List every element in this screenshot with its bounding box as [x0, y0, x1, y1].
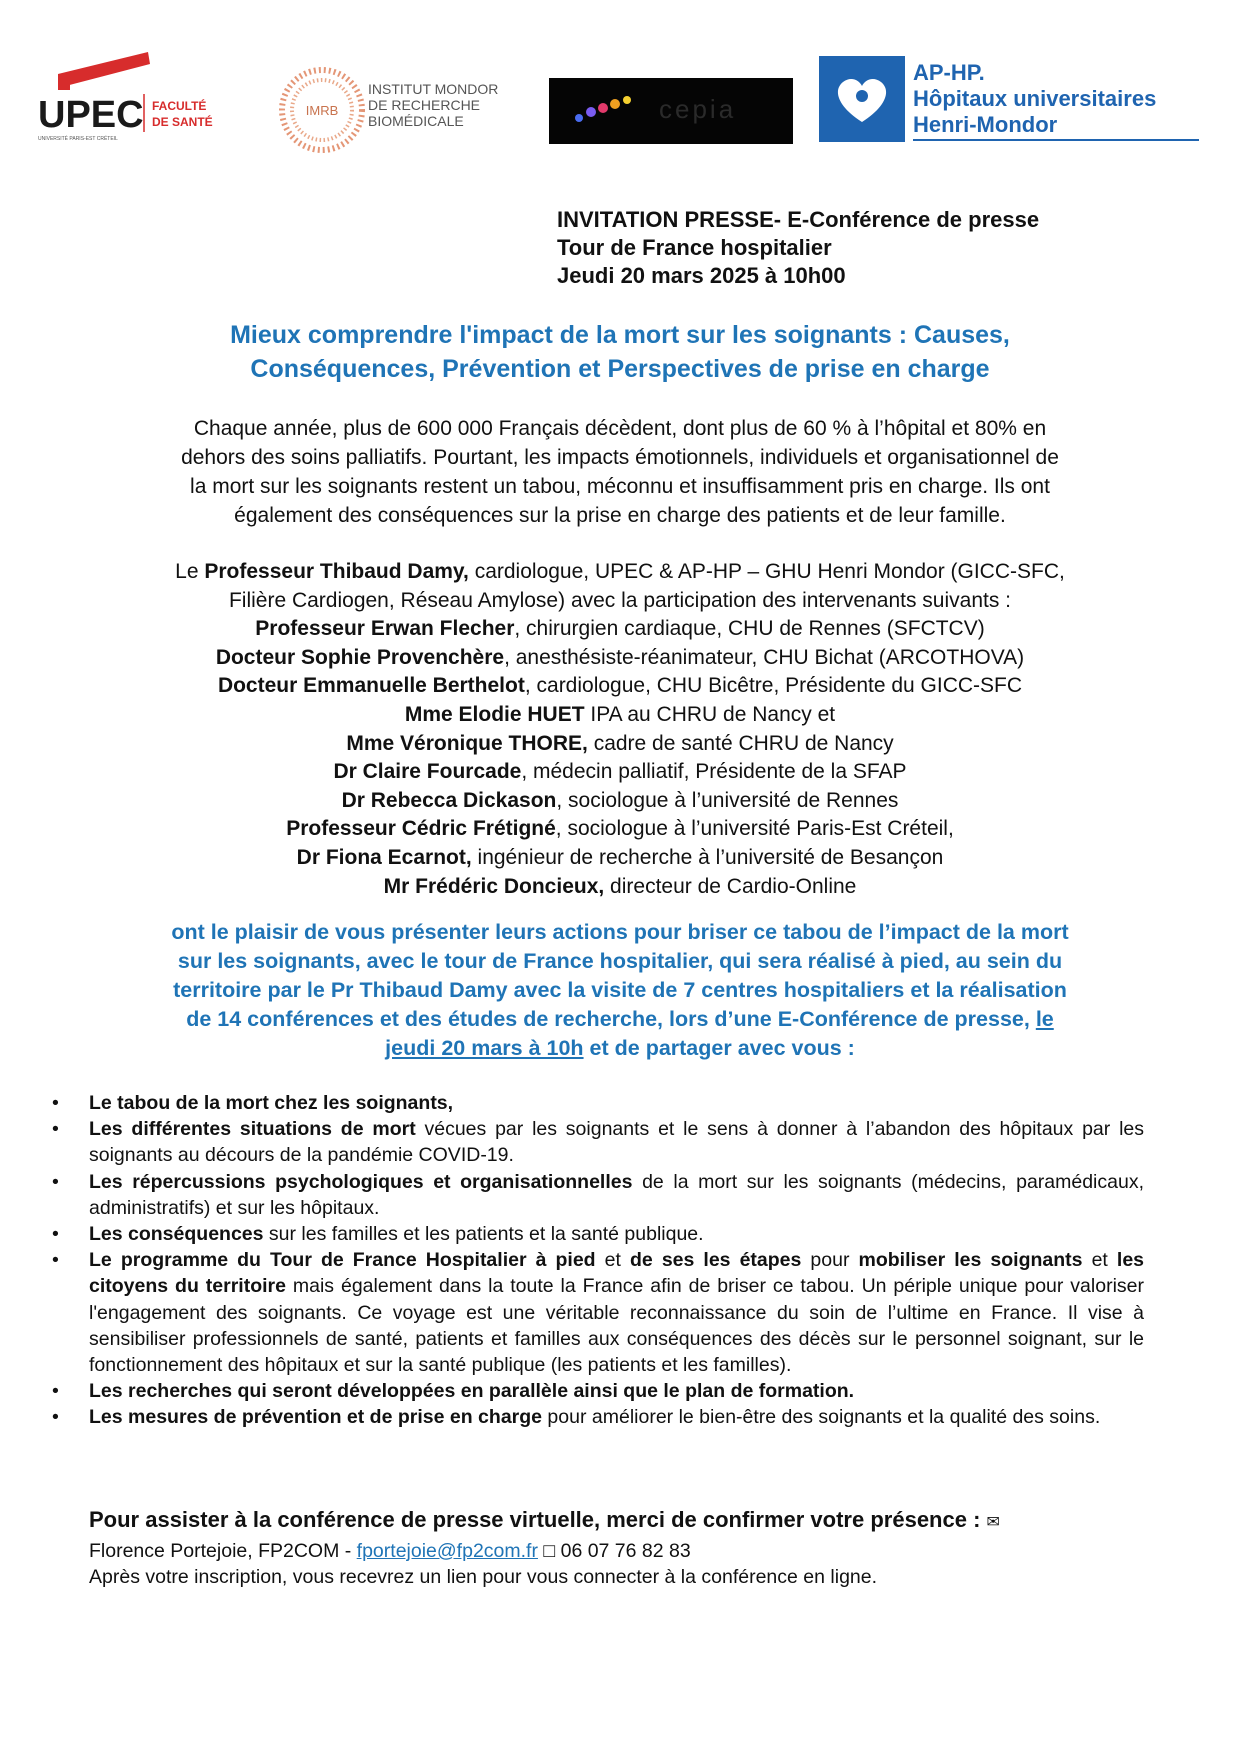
topic-text: mais également dans la toute la France afin de briser ce tabou. Un périple unique pour valoriser l'engagement des soignants. Ce voyage est une véritable reconnaissance du soin de l’ultime en France. Il vise à sensibiliser professionnels de santé, patients et familles aux conséquences des décès sur le personnel soignant, sur le fonctionnement des hôpitaux et sur la santé publique (les patients et les familles). [89, 1275, 1144, 1377]
topic-text: vécues par les soignants et le sens à donner à l’abandon des hôpitaux par les soignants au décours de la pandémie COVID-19. [89, 1118, 1144, 1167]
topics-list [52, 1090, 1144, 1431]
topic-bold: Les répercussions psychologiques et organisationnelles [89, 1170, 633, 1193]
topic-text: de la mort sur les soignants (médecins, paramédicaux, administratifs) et sur les hôpitaux. [89, 1170, 1144, 1219]
speaker-name: Docteur Emmanuelle Berthelot [217, 674, 525, 698]
list-item [52, 1378, 1144, 1404]
bullet-icon: • [52, 1170, 59, 1193]
speaker-name: Dr Rebecca Dickason [341, 788, 557, 812]
phone-icon: □ [543, 1540, 556, 1562]
speaker-role: , sociologue à l’université Paris-Est Créteil, [555, 817, 954, 841]
title-line-2: Conséquences, Prévention et Perspectives de prise en charge [250, 355, 990, 383]
speaker-name: Mme Elodie HUET [404, 702, 585, 726]
speaker-item [50, 815, 1190, 844]
imrb-badge: IMRB [305, 103, 339, 118]
intro-paragraph [90, 414, 1150, 530]
speaker-role: , sociologue à l’université de Rennes [556, 788, 899, 812]
lead-prefix: Le [175, 560, 205, 583]
cepia-dot-yellow [623, 96, 631, 104]
cepia-wordmark: cepia [659, 94, 737, 124]
bullet-icon: • [52, 1249, 59, 1272]
speaker-role: ingénieur de recherche à l’université de Besançon [471, 845, 944, 869]
header-line-2: Tour de France hospitalier [557, 235, 832, 260]
list-item [52, 1221, 1144, 1247]
topic-text: et [1082, 1249, 1117, 1272]
speaker-item [50, 615, 1190, 644]
highlight-paragraph [85, 918, 1155, 1063]
title-line-1: Mieux comprendre l'impact de la mort sur les soignants : Causes, [230, 321, 1010, 349]
speaker-name: Mme Véronique THORE, [346, 731, 588, 755]
aphp-line1: AP-HP. [913, 60, 985, 85]
highlight-line: sur les soignants, avec le tour de France hospitalier, qui sera réalisé à pied, au sein du [177, 949, 1063, 973]
bullet-icon: • [52, 1092, 59, 1114]
upec-line1: FACULTÉ [152, 99, 207, 113]
speaker-role: , médecin palliatif, Présidente de la SFAP [521, 760, 907, 784]
speaker-name: Dr Claire Fourcade [333, 760, 522, 784]
topic-bold: Le programme du Tour de France Hospitalier à pied [89, 1249, 596, 1272]
header-line-1: INVITATION PRESSE- E-Conférence de presse [557, 207, 1040, 232]
cepia-dot-blue [575, 114, 583, 122]
bullet-icon: • [52, 1406, 59, 1429]
cepia-dot-violet [586, 107, 596, 117]
imrb-line1: INSTITUT MONDOR [368, 81, 499, 97]
speaker-item [50, 644, 1190, 673]
speaker-role: IPA au CHRU de Nancy et [584, 702, 836, 726]
lead-speaker-role: cardiologue, UPEC & AP-HP – GHU Henri Mondor (GICC-SFC, [468, 560, 1065, 583]
header-line-3: Jeudi 20 mars 2025 à 10h00 [557, 263, 846, 288]
intro-line: la mort sur les soignants restent un tabou, méconnu et insuffisamment pris en charge. Ils ont [190, 475, 1050, 498]
topic-bold: Les mesures de prévention et de prise en charge [89, 1406, 543, 1429]
upec-logo [38, 52, 238, 147]
topic-bold: les citoyens du territoire [89, 1249, 1145, 1298]
intro-line: Chaque année, plus de 600 000 Français décèdent, dont plus de 60 % à l’hôpital et 80% en [193, 417, 1047, 440]
speaker-item [50, 672, 1190, 701]
topic-bold: de ses les étapes [630, 1249, 802, 1272]
mail-icon: ✉ [986, 1514, 1000, 1531]
press-invitation-header [557, 206, 1039, 290]
cta-line [89, 1505, 1169, 1538]
bullet-icon: • [52, 1118, 59, 1141]
phone-number: 06 07 76 82 83 [560, 1540, 691, 1562]
intro-line: dehors des soins palliatifs. Pourtant, les impacts émotionnels, individuels et organisationnel de [181, 446, 1059, 469]
email-link[interactable]: fportejoie@fp2com.fr [356, 1540, 538, 1562]
speaker-item [50, 787, 1190, 816]
speaker-role: , chirurgien cardiaque, CHU de Rennes (SFCTCV) [514, 617, 985, 641]
speaker-role: , cardiologue, CHU Bicêtre, Présidente du GICC-SFC [524, 674, 1023, 698]
highlight-line [85, 1005, 1155, 1034]
speaker-name: Professeur Cédric Frétigné [286, 817, 556, 841]
registration-footer [89, 1505, 1169, 1590]
list-item [52, 1247, 1144, 1378]
upec-line2: DE SANTÉ [152, 115, 213, 129]
aphp-logo [819, 56, 1204, 142]
upec-wordmark: UPEC [38, 94, 144, 136]
speaker-name: Docteur Sophie Provenchère [215, 645, 505, 669]
list-item [52, 1169, 1144, 1221]
topic-bold: Les conséquences [89, 1223, 264, 1246]
topic-bold: mobiliser les soignants [858, 1249, 1083, 1272]
speaker-item [50, 701, 1190, 730]
topic-text: pour [801, 1249, 859, 1272]
imrb-line2: DE RECHERCHE [368, 97, 481, 113]
speaker-item [50, 758, 1190, 787]
bullet-icon: • [52, 1380, 59, 1403]
highlight-text: et de partager avec vous : [583, 1036, 855, 1060]
cepia-dot-pink [598, 103, 608, 113]
speaker-name: Professeur Erwan Flecher [255, 617, 515, 641]
lead-speaker-line [50, 558, 1190, 587]
speakers-block [50, 558, 1190, 901]
topic-text: sur les familles et les patients et la santé publique. [263, 1223, 704, 1246]
highlight-line [85, 1034, 1155, 1063]
speaker-role: directeur de Cardio-Online [604, 874, 857, 898]
topic-bold: Les recherches qui seront développées en parallèle ainsi que le plan de formation. [89, 1380, 855, 1403]
speaker-role: , anesthésiste-réanimateur, CHU Bichat (ARCOTHOVA) [504, 645, 1025, 669]
contact-name: Florence Portejoie, FP2COM - [89, 1540, 357, 1562]
list-item [52, 1404, 1144, 1430]
topic-bold: Le tabou de la mort chez les soignants, [89, 1092, 454, 1114]
registration-note: Après votre inscription, vous recevrez un lien pour vous connecter à la conférence en ligne. [89, 1566, 878, 1588]
aphp-line3: Henri-Mondor [913, 112, 1058, 137]
imrb-line3: BIOMÉDICALE [368, 113, 464, 129]
cepia-logo [549, 78, 793, 144]
upec-red-banner [58, 52, 150, 88]
lead-speaker-name: Professeur Thibaud Damy, [204, 560, 469, 583]
page-title [90, 318, 1150, 386]
upec-red-tab [58, 74, 70, 90]
speaker-item [50, 873, 1190, 902]
date-link-part-1[interactable]: le [1035, 1007, 1054, 1031]
cepia-dot-orange [610, 99, 620, 109]
speaker-name: Dr Fiona Ecarnot, [296, 845, 472, 869]
aphp-heart-dot [856, 90, 868, 102]
imrb-logo [276, 64, 536, 156]
aphp-line2: Hôpitaux universitaires [913, 86, 1157, 111]
highlight-text: de 14 conférences et des études de recherche, lors d’une E-Conférence de presse, [186, 1007, 1036, 1031]
speaker-item [50, 844, 1190, 873]
topic-bold: Les différentes situations de mort [89, 1118, 416, 1141]
cta-text: Pour assister à la conférence de presse virtuelle, merci de confirmer votre présence : [89, 1507, 981, 1532]
topic-text: et [595, 1249, 630, 1272]
speaker-item [50, 730, 1190, 759]
speaker-role: cadre de santé CHRU de Nancy [587, 731, 894, 755]
list-item [52, 1116, 1144, 1168]
intro-line: également des conséquences sur la prise en charge des patients et de leur famille. [234, 504, 1006, 527]
topic-text: pour améliorer le bien-être des soignants et la qualité des soins. [542, 1406, 1101, 1429]
upec-tagline: UNIVERSITÉ PARIS-EST CRÉTEIL [38, 136, 118, 142]
list-item [52, 1090, 1144, 1116]
speaker-name: Mr Frédéric Doncieux, [383, 874, 605, 898]
logo-bar [0, 0, 1240, 160]
date-link-part-2[interactable]: jeudi 20 mars à 10h [385, 1036, 584, 1060]
contact-line [89, 1538, 1169, 1564]
bullet-icon: • [52, 1223, 59, 1246]
lead-speaker-line-2: Filière Cardiogen, Réseau Amylose) avec la participation des intervenants suivants : [228, 588, 1012, 612]
highlight-line: ont le plaisir de vous présenter leurs actions pour briser ce tabou de l’impact de la mort [171, 920, 1069, 944]
highlight-line: territoire par le Pr Thibaud Damy avec la visite de 7 centres hospitaliers et la réalisation [173, 978, 1067, 1002]
